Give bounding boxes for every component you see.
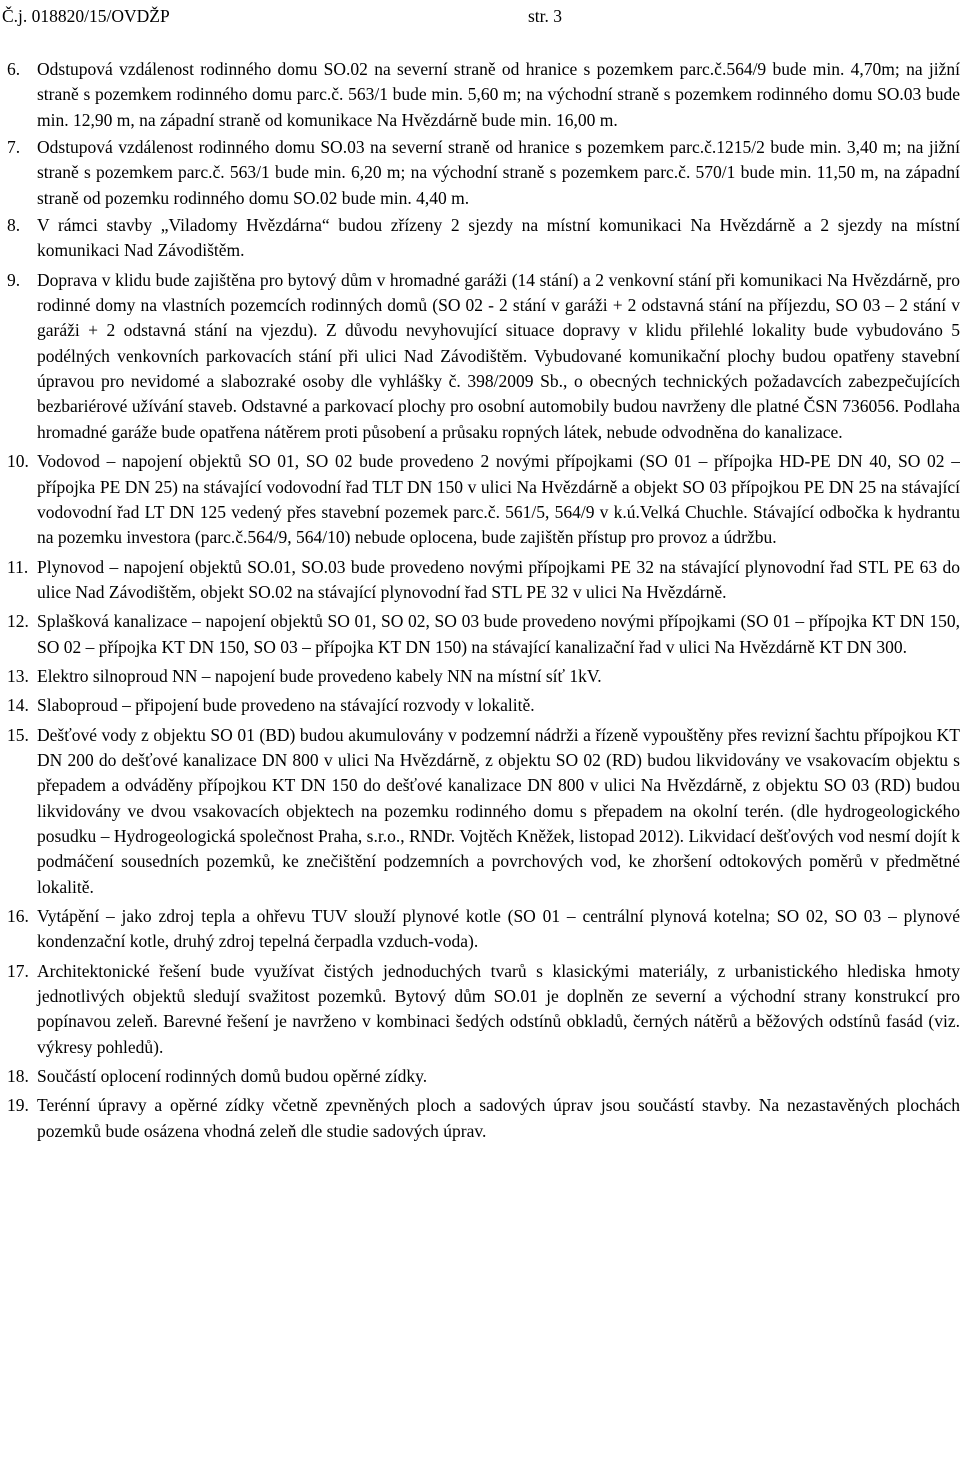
item-text: Součástí oplocení rodinných domů budou opěrné zídky. [37,1066,428,1087]
item-number: 9. [7,269,21,290]
item-number: 13. [7,665,29,686]
list-item [7,959,960,1060]
item-number: 15. [7,724,29,745]
item-text: Plynovod – napojení objektů SO.01, SO.03 bude provedeno novými přípojkami PE 32 na stávající plynovodní řad STL PE 63 do ulice Nad Závodištěm, objekt SO.02 na stávající plynovodní řad STL PE 32 v ulici Na Hvězdárně. [37,556,960,602]
list-item [7,723,960,900]
item-text: V rámci stavby „Viladomy Hvězdárna“ budou zřízeny 2 sjezdy na místní komunikaci Na Hvězdárně a 2 sjezdy na místní komunikaci Nad Závodištěm. [37,215,960,261]
list-item [7,449,960,550]
list-item [7,135,960,211]
list-item [7,1093,960,1144]
item-number: 12. [7,611,29,632]
item-text: Vytápění – jako zdroj tepla a ohřevu TUV slouží plynové kotle (SO 01 – centrální plynová kotelna; SO 02, SO 03 – plynové kondenzační kotle, druhý zdroj tepelná čerpadla vzduch-voda). [37,906,960,952]
item-text: Dešťové vody z objektu SO 01 (BD) budou akumulovány v podzemní nádrži a řízeně vypouštěny přes revizní šachtu přípojkou KT DN 200 do dešťové kanalizace DN 800 v ulici Na Hvězdárně, z objektu SO 02 (RD) budou likvidovány ve vsakovacím objektu s přepadem a odváděny přípojkou KT DN 150 do dešťové kanalizace DN 800 v ulici Na Hvězdárně, z objektu SO 03 (RD) budou likvidovány ve dvou vsakovacích objektech na pozemku rodinného domu s přepadem na okolní terén. (dle hydrogeologického posudku – Hydrogeologická společnost Praha, s.r.o., RNDr. Vojtěch Kněžek, listopad 2012). Likvidací dešťových vod nesmí dojít k podmáčení sousedních pozemků, ke znečištění podzemních a povrchových vod, ke zhoršení odtokových poměrů v předmětné lokalitě. [37,724,960,897]
item-text: Doprava v klidu bude zajištěna pro bytový dům v hromadné garáži (14 stání) a 2 venkovní stání při komunikaci Na Hvězdárně, pro rodinné domy na vlastních pozemcích rodinných domů (SO 02 - 2 stání v garáži + 2 odstavná stání na příjezdu, SO 03 – 2 stání v garáži + 2 odstavná stání na vjezdu). Z důvodu nevyhovující situace dopravy v klidu přilehlé lokality bude vybudováno 5 podélných venkovních parkovacích stání při ulici Nad Závodištěm. Vybudované komunikační plochy budou opatřeny stavební úpravou pro nevidomé a slabozraké osoby dle vyhlášky č. 398/2009 Sb., o obecných technických požadavcích zabezpečujících bezbariérové užívání staveb. Odstavné a parkovací plochy pro osobní automobily budou navrženy dle platné ČSN 736056. Podlaha hromadné garáže bude opatřena nátěrem proti působení a průsaku ropných látek, nebude odvodněna do kanalizace. [37,269,960,442]
item-number: 17. [7,960,29,981]
item-text: Architektonické řešení bude využívat čistých jednoduchých tvarů s klasickými materiály, z urbanistického hlediska hmoty jednotlivých objektů sledují svažitost pozemků. Bytový dům SO.01 je doplněn ze severní a východní strany konstrukcí pro popínavou zeleň. Barevné řešení je navrženo v kombinaci šedých odstínů obkladů, černých nátěrů a běžových odstínů fasád (viz. výkresy pohledů). [37,960,960,1057]
item-text: Slaboproud – připojení bude provedeno na stávající rozvody v lokalitě. [37,695,535,716]
item-text: Elektro silnoproud NN – napojení bude provedeno kabely NN na místní síť 1kV. [37,665,602,686]
page-number: str. 3 [528,6,563,26]
page-header [0,5,960,27]
item-number: 7. [7,137,21,158]
list-item [7,555,960,606]
item-number: 10. [7,451,29,472]
item-text: Odstupová vzdálenost rodinného domu SO.02 na severní straně od hranice s pozemkem parc.č.564/9 bude min. 4,70m; na jižní straně s pozemkem rodinného domu parc.č. 563/1 bude min. 5,60 m; na východní straně s pozemkem rodinného domu SO.03 bude min. 12,90 m, na západní straně od komunikace Na Hvězdárně bude min. 16,00 m. [37,59,960,130]
list-item [7,57,960,133]
list-item [7,268,960,445]
item-number: 6. [7,59,21,79]
item-text: Odstupová vzdálenost rodinného domu SO.03 na severní straně od hranice s pozemkem parc.č.1215/2 bude min. 3,40 m; na jižní straně s pozemkem parc.č. 563/1 bude min. 6,20 m; na východní straně s pozemkem parc.č. 570/1 bude min. 11,50 m, na západní straně od pozemku rodinného domu SO.02 bude min. 4,40 m. [37,137,960,208]
item-number: 8. [7,215,21,236]
list-item [7,904,960,955]
item-number: 16. [7,906,29,926]
list-item [7,213,960,264]
item-number: 14. [7,695,29,716]
conditions-list [7,55,960,1144]
item-text: Splašková kanalizace – napojení objektů SO 01, SO 02, SO 03 bude provedeno novými přípojkami (SO 01 – přípojka KT DN 150, SO 02 – přípojka KT DN 150, SO 03 – přípojka KT DN 150) na stávající kanalizační řad v ulici Na Hvězdárně KT DN 300. [37,611,960,657]
item-text: Terénní úpravy a opěrné zídky včetně zpevněných ploch a sadových úprav jsou součástí stavby. Na nezastavěných plochách pozemků bude osázena vhodná zeleň dle studie sadových úprav. [37,1095,960,1141]
item-text: Vodovod – napojení objektů SO 01, SO 02 bude provedeno 2 novými přípojkami (SO 01 – přípojka HD-PE DN 40, SO 02 – přípojka PE DN 25) na stávající vodovodní řad TLT DN 150 v ulici Na Hvězdárně a objekt SO 03 přípojkou PE DN 25 na stávající vodovodní řad LT DN 125 vedený přes stavební pozemek parc.č. 561/5, 564/9 v k.ú.Velká Chuchle. Stávající odbočka k hydrantu na pozemku investora (parc.č.564/9, 564/10) nebude oplocena, bude zajištěn přístup pro provoz a údržbu. [37,451,960,548]
list-item [7,1064,960,1089]
item-number: 18. [7,1066,29,1087]
list-item [7,609,960,660]
reference-number: Č.j. 018820/15/OVDŽP [2,6,170,26]
item-number: 19. [7,1095,29,1116]
list-item [7,664,960,689]
item-number: 11. [7,556,29,577]
list-item [7,693,960,718]
